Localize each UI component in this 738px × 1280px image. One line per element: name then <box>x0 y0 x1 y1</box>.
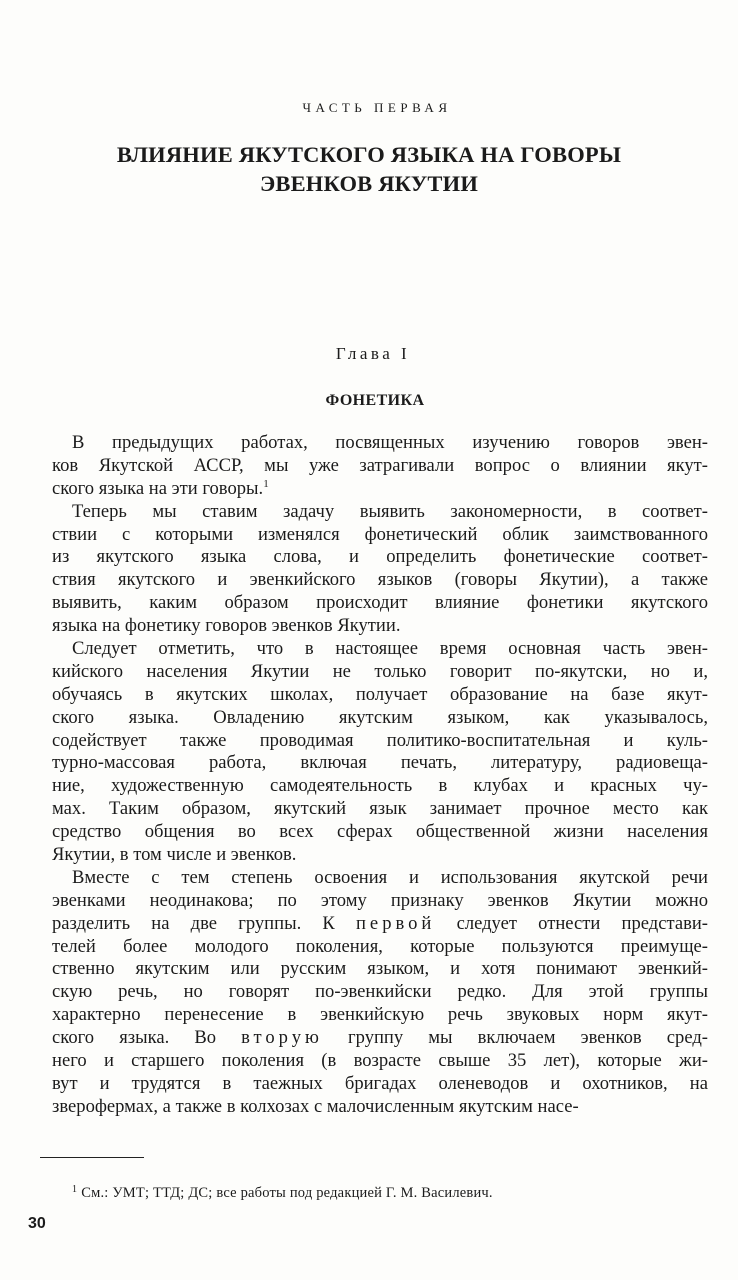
paragraph <box>52 867 708 1119</box>
text-line: обучаясь в якутских школах, получает образование на базе якут- <box>52 683 708 705</box>
footnote-marker: 1 <box>72 1184 78 1195</box>
footnote-text: См.: УМТ; ТТД; ДС; все работы под редакцией Г. М. Василевич. <box>81 1185 493 1201</box>
text-line: характерно перенесение в эвенкийскую речь звуковых норм якут- <box>52 1004 708 1026</box>
text-segment: разделить на две группы. К <box>52 912 356 934</box>
text-line: средство общения во всех сферах общественной жизни населения <box>52 821 708 843</box>
footnote-reference[interactable]: 1 <box>263 477 269 490</box>
text-line: языка на фонетику говоров эвенков Якутии. <box>52 615 401 637</box>
text-line: него и старшего поколения (в возрасте свыше 35 лет), которые жи- <box>52 1050 708 1072</box>
paragraph <box>52 501 708 638</box>
text-line: зверофермах, а также в колхозах с малочисленным якутским насе- <box>52 1095 579 1117</box>
text-segment: ского языка. Во <box>52 1027 242 1049</box>
text-line: Следует отметить, что в настоящее время основная часть эвен- <box>72 638 708 660</box>
footnote <box>72 1185 493 1202</box>
text-line: Вместе с тем степень освоения и использования якутской речи <box>72 866 708 888</box>
text-line: выявить, каким образом происходит влияние фонетики якутского <box>52 592 708 614</box>
text-line: кийского населения Якутии не только говорит по-якутски, но и, <box>52 660 708 682</box>
text-line: ственно якутским или русским языком, и хотя понимают эвенкий- <box>52 958 708 980</box>
text-line: В предыдущих работах, посвященных изучению говоров эвен- <box>72 432 708 453</box>
text-line <box>52 1027 708 1050</box>
emphasized-word: первой <box>355 912 436 934</box>
text-line: содействует также проводимая политико-воспитательная и куль- <box>52 729 708 751</box>
text-segment: следует отнести представи- <box>435 912 709 934</box>
page-number: 30 <box>28 1215 46 1232</box>
main-title-line-2: ЭВЕНКОВ ЯКУТИИ <box>259 171 479 196</box>
body-text <box>52 432 708 1119</box>
text-line: Якутии, в том числе и эвенков. <box>52 844 297 866</box>
part-label: ЧАСТЬ ПЕРВАЯ <box>302 100 452 115</box>
text-line: турно-массовая работа, включая печать, литературу, радиовеща- <box>52 752 708 774</box>
paragraph <box>52 432 708 501</box>
text-line: вут и трудятся в таежных бригадах оленеводов и охотников, на <box>52 1072 708 1094</box>
text-line: ствии с которыми изменялся фонетический облик заимствованного <box>52 523 708 545</box>
text-line <box>52 913 708 936</box>
paragraph <box>52 638 708 867</box>
footnote-divider <box>40 1157 144 1158</box>
chapter-label: Глава I <box>335 344 411 363</box>
text-segment: группу мы включаем эвенков сред- <box>322 1027 708 1049</box>
text-line: эвенками неодинакова; по этому признаку эвенков Якутии можно <box>52 889 708 911</box>
main-title <box>0 140 738 198</box>
main-title-line-1: ВЛИЯНИЕ ЯКУТСКОГО ЯЗЫКА НА ГОВОРЫ <box>116 142 622 167</box>
text-line: телей более молодого поколения, которые пользуются преимуще- <box>52 935 708 957</box>
text-line: Теперь мы ставим задачу выявить закономерности, в соответ- <box>72 500 708 522</box>
text-line: ского языка на эти говоры.$^1$ <box>52 477 269 499</box>
text-line: мах. Таким образом, якутский язык занимает прочное место как <box>52 798 708 820</box>
text-line: скую речь, но говорят по-эвенкийски редко. Для этой группы <box>52 981 708 1003</box>
text-line: из якутского языка слова, и определить фонетические соответ- <box>52 546 708 568</box>
text-line: ние, художественную самодеятельность в клубах и красных чу- <box>52 775 708 797</box>
text-line: ского языка. Овладению якутским языком, как указывалось, <box>52 706 708 728</box>
text-line: ствия якутского и эвенкийского языков (говоры Якутии), а также <box>52 569 708 591</box>
emphasized-word: вторую <box>241 1027 323 1049</box>
chapter-title: ФОНЕТИКА <box>325 392 425 409</box>
text-line: ков Якутской АССР, мы уже затрагивали вопрос о влиянии якут- <box>52 454 708 476</box>
